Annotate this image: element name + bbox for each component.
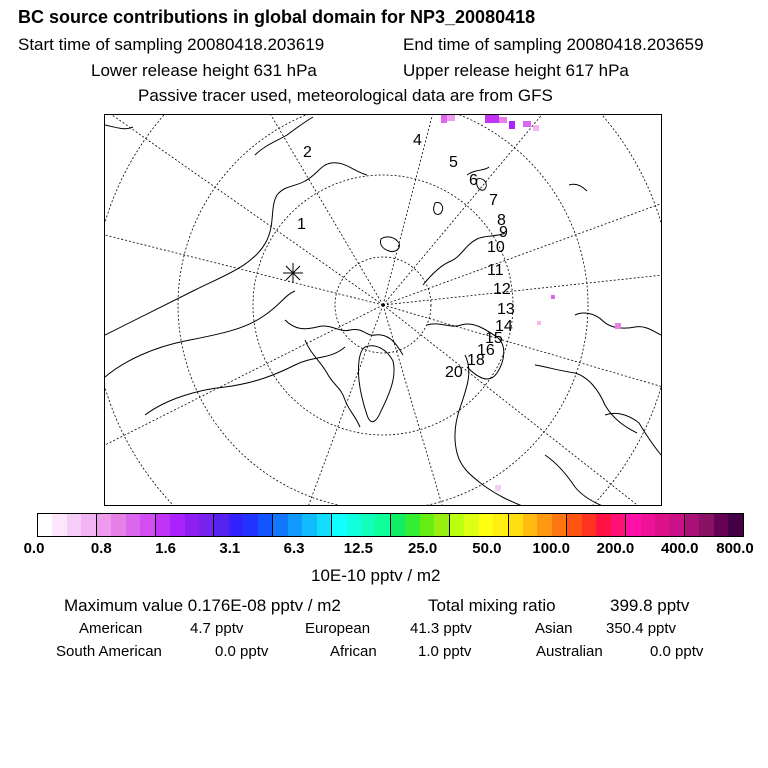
colorbar-tick-label: 3.1 (219, 540, 241, 557)
coastline (605, 413, 661, 455)
colorbar-segment (317, 514, 332, 536)
contrib-value-african: 1.0 pptv (418, 643, 472, 660)
total-mixing-label: Total mixing ratio (428, 596, 556, 615)
colorbar-segment (361, 514, 375, 536)
coastline (358, 346, 394, 422)
upper-release-height: Upper release height 617 hPa (403, 61, 629, 80)
meridian (265, 115, 383, 305)
meridians (105, 115, 662, 506)
colorbar-tick-label: 12.5 (343, 540, 373, 557)
latitude-circles (105, 115, 662, 506)
colorbar-tick-label: 400.0 (660, 540, 699, 557)
coastline (380, 237, 399, 252)
colorbar-segment (509, 514, 523, 536)
coastline (105, 163, 367, 335)
traj-label: 9 (499, 224, 508, 241)
tracer-note: Passive tracer used, meteorological data are from GFS (138, 86, 553, 105)
colorbar-segment (728, 514, 742, 536)
colorbar-segment (229, 514, 243, 536)
release-point-star (283, 263, 303, 283)
colorbar-segment (185, 514, 199, 536)
colorbar-tick-label: 200.0 (596, 540, 635, 557)
traj-label: 5 (449, 154, 458, 171)
meridian (383, 305, 650, 506)
contrib-value-australian: 0.0 pptv (650, 643, 704, 660)
colorbar-segment (81, 514, 96, 536)
traj-label: 6 (469, 172, 478, 189)
coastline (105, 125, 133, 129)
colorbar-segment (685, 514, 699, 536)
coastline (434, 203, 443, 215)
colorbar-segment (626, 514, 640, 536)
conc-patch (509, 121, 515, 129)
start-time: Start time of sampling 20080418.203619 (18, 35, 325, 54)
traj-label: 16 (477, 342, 495, 359)
conc-patch (447, 115, 455, 121)
colorbar-segment (582, 514, 596, 536)
colorbar-segment (434, 514, 449, 536)
colorbar-segment (479, 514, 493, 536)
colorbar-segment (523, 514, 537, 536)
colorbar-segment (464, 514, 478, 536)
traj-label: 11 (487, 262, 504, 279)
colorbar-tick-label: 100.0 (532, 540, 570, 557)
traj-label: 8 (497, 212, 506, 229)
max-value: Maximum value 0.176E-08 pptv / m2 (64, 596, 341, 615)
colorbar-segment (347, 514, 361, 536)
colorbar-segment (302, 514, 316, 536)
plot-title: BC source contributions in global domain for NP3_20080418 (18, 7, 536, 27)
meridian (105, 115, 383, 305)
meridian (105, 235, 383, 305)
total-mixing-value: 399.8 pptv (610, 596, 690, 615)
colorbar-segment (714, 514, 728, 536)
traj-label: 20 (445, 364, 463, 381)
colorbar-tick-label: 1.6 (155, 540, 176, 557)
coastline (477, 179, 487, 191)
colorbar-segment (391, 514, 405, 536)
colorbar-segment (243, 514, 257, 536)
colorbar-segment (288, 514, 302, 536)
meridian (383, 305, 662, 387)
colorbar-segment (140, 514, 155, 536)
lower-release-height: Lower release height 631 hPa (91, 61, 317, 80)
meridian (383, 115, 435, 305)
colorbar-segment (273, 514, 287, 536)
colorbar-segment (52, 514, 66, 536)
colorbar-segment (38, 514, 52, 536)
colorbar-segment (611, 514, 626, 536)
conc-patch (523, 121, 531, 127)
contrib-name-asian: Asian (535, 620, 573, 637)
traj-label: 13 (497, 301, 515, 318)
colorbar-segment (699, 514, 713, 536)
end-time: End time of sampling 20080418.203659 (403, 35, 704, 54)
traj-label: 18 (467, 352, 485, 369)
contrib-name-african: African (330, 643, 377, 660)
colorbar-segment (567, 514, 581, 536)
traj-label: 10 (487, 239, 505, 256)
contrib-name-australian: Australian (536, 643, 603, 660)
meridian (383, 305, 445, 506)
colorbar-tick-label: 50.0 (472, 540, 502, 557)
colorbar-segment (332, 514, 346, 536)
coastline (305, 340, 360, 427)
colorbar-tick-label: 0.8 (90, 540, 112, 557)
map-canvas (105, 115, 662, 506)
colorbar-segment (170, 514, 184, 536)
colorbar-segment (97, 514, 111, 536)
traj-label: 1 (297, 216, 306, 233)
colorbar-tick-label: 6.3 (283, 540, 305, 557)
colorbar-segment (67, 514, 81, 536)
conc-patch (499, 117, 507, 123)
coastline (569, 184, 587, 191)
conc-patch (615, 323, 621, 329)
traj-label: 2 (303, 144, 312, 161)
colorbar-segment (655, 514, 669, 536)
colorbar-segment (111, 514, 125, 536)
contrib-value-asian: 350.4 pptv (606, 620, 677, 637)
colorbar-segment (199, 514, 214, 536)
colorbar-segment (537, 514, 551, 536)
colorbar-segment (375, 514, 390, 536)
traj-label: 7 (489, 192, 498, 209)
colorbar-segment (450, 514, 464, 536)
coastline (105, 291, 295, 377)
colorbar-tick-label: 0.0 (23, 540, 45, 557)
coastline (455, 355, 525, 506)
traj-label: 12 (493, 281, 511, 298)
meridian (383, 115, 550, 305)
colorbar-tick-label: 25.0 (408, 540, 438, 557)
traj-label: 4 (413, 132, 422, 149)
colorbar-segment (669, 514, 684, 536)
colorbar-segment (552, 514, 567, 536)
contrib-name-south-american: South American (56, 643, 162, 660)
colorbar-segment (156, 514, 170, 536)
concentration-patches (441, 115, 621, 491)
traj-label: 14 (495, 318, 513, 335)
contrib-value-south-american: 0.0 pptv (215, 643, 269, 660)
traj-label: 15 (485, 330, 503, 347)
conc-patch (495, 485, 501, 491)
contrib-value-american: 4.7 pptv (190, 620, 244, 637)
conc-patch (485, 115, 499, 123)
conc-patch (441, 115, 447, 123)
colorbar-unit: 10E-10 pptv / m2 (311, 566, 441, 585)
colorbar-segment (641, 514, 655, 536)
colorbar (37, 513, 744, 537)
coastline (545, 455, 605, 506)
colorbar-segment (405, 514, 419, 536)
lat-circle-20 (105, 115, 662, 506)
colorbar-tick-label: 800.0 (716, 540, 754, 557)
colorbar-segment (596, 514, 610, 536)
contrib-value-european: 41.3 pptv (410, 620, 472, 637)
lat-circle-40 (178, 115, 588, 506)
conc-patch (533, 125, 539, 131)
colorbar-segment (420, 514, 434, 536)
colorbar-segment (214, 514, 228, 536)
conc-patch (551, 295, 555, 299)
coastline (285, 320, 403, 355)
polar-map (104, 114, 662, 506)
colorbar-segment (126, 514, 140, 536)
contrib-name-american: American (79, 620, 143, 637)
colorbar-segment (493, 514, 508, 536)
contrib-name-european: European (305, 620, 371, 637)
colorbar-segment (258, 514, 273, 536)
conc-patch (537, 321, 541, 325)
